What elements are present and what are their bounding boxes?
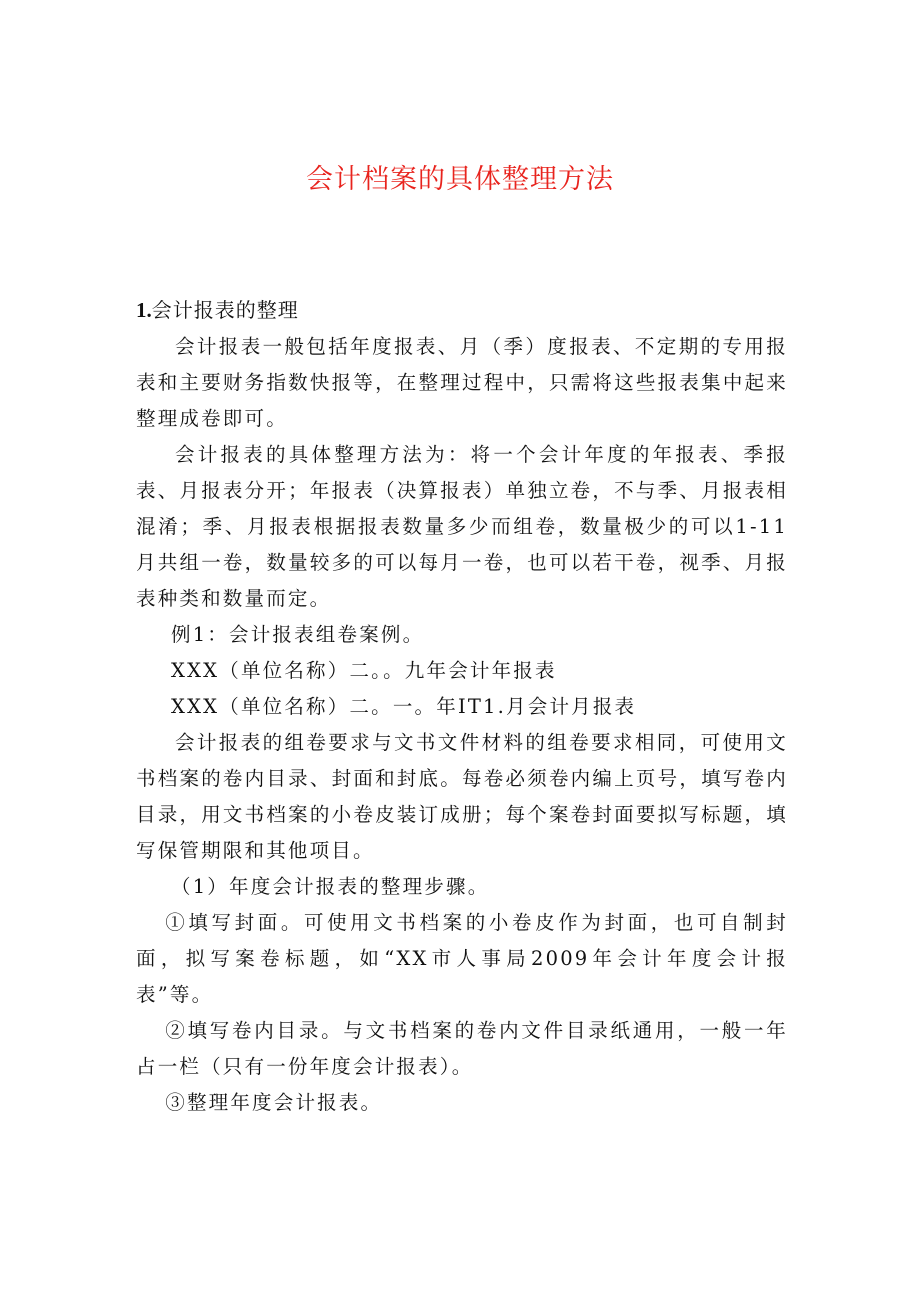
section-heading-text: 会计报表的整理	[151, 298, 299, 322]
paragraph-organizing-method: 会计报表的具体整理方法为：将一个会计年度的年报表、季报表、月报表分开；年报表（决算报表）单独立卷，不与季、月报表相混淆；季、月报表根据报表数量多少而组卷，数量极少的可以1-11月共组一卷，数量较多的可以每月一卷，也可以若干卷，视季、月报表种类和数量而定。	[136, 443, 788, 610]
paragraph-volume-requirements: 会计报表的组卷要求与文书文件材料的组卷要求相同，可使用文书档案的卷内目录、封面和封底。每卷必须卷内编上页号，填写卷内目录，用文书档案的小卷皮装订成册；每个案卷封面要拟写标题，填写保管期限和其他项目。	[136, 731, 788, 862]
section-number: 1.	[136, 298, 152, 322]
paragraph-report-types: 会计报表一般包括年度报表、月（季）度报表、不定期的专用报表和主要财务指数快报等，在整理过程中，只需将这些报表集中起来整理成卷即可。	[136, 335, 788, 430]
document-title: 会计档案的具体整理方法	[306, 164, 614, 195]
step-fill-cover: ①填写封面。可使用文书档案的小卷皮作为封面，也可自制封面，拟写案卷标题，如“XX市人事局2009年会计年度会计报表”等。	[136, 911, 788, 1006]
document-body	[136, 291, 788, 1121]
steps-heading: （1）年度会计报表的整理步骤。	[171, 875, 490, 898]
example-label: 例1：会计报表组卷案例。	[171, 623, 425, 646]
example-line-annual: XXX（单位名称）二。。九年会计年报表	[171, 659, 557, 682]
step-fill-catalog: ②填写卷内目录。与文书档案的卷内文件目录纸通用，一般一年占一栏（只有一份年度会计报表）。	[136, 1019, 788, 1078]
example-line-monthly: XXX（单位名称）二。一。年IT1.月会计月报表	[171, 695, 637, 718]
step-organize-reports: ③整理年度会计报表。	[165, 1091, 383, 1114]
section-heading	[136, 291, 788, 329]
